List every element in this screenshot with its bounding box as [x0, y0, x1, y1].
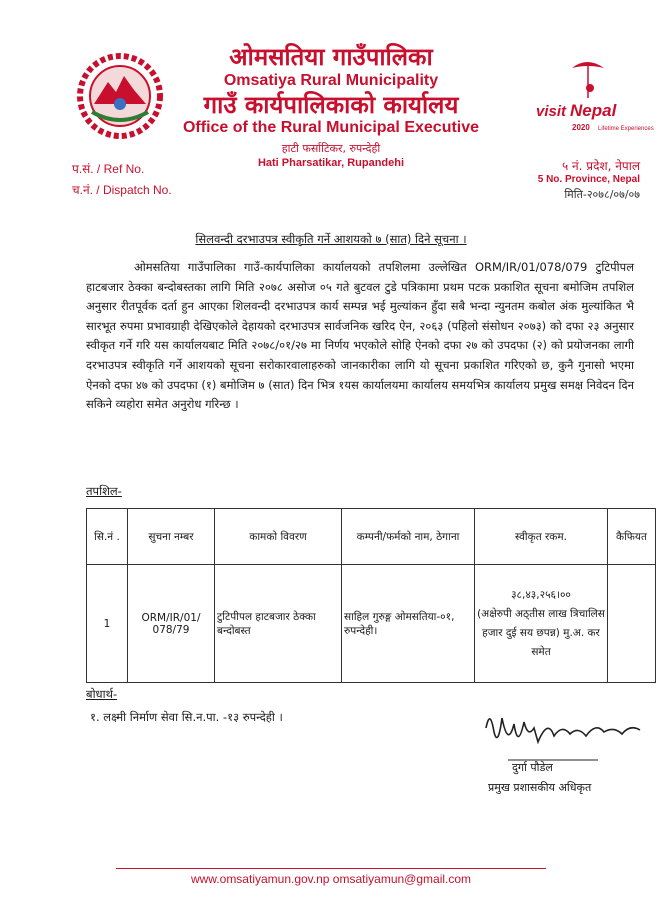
footer-divider — [116, 868, 546, 869]
notice-body: ओमसतिया गाउँपालिका गाउँ-कार्यपालिका कार्यालयको तपशिलमा उल्लेखित ORM/IR/01/078/079 टुटिपीपल हाटबजार ठेक्का बन्दोबस्तका लागि मिति २०७८ असोज ०५ गते बुटवल टुडे पत्रिकामा प्रथम पटक प्रकाशित सूचना बमोजिम तपशिल अनुसार रीतपूर्वक दर्ता हुन आएका शिलवन्दी दरभाउपत्र कार्य सम्पन्न भई मुल्यांकन हुँदा सबै भन्दा न्युनतम कबोल अंक मुल्यांकित भै सारभूत रुपमा प्रभावग्राही देखिएकोले देहायको दरभाउपत्र सार्वजनिक खरिद ऐन, २०६३ (पहिलो संसोधन २०७३) को दफा २३ अनुसार स्वीकृत गर्ने गरि यस कार्यालयबाट मिति २०७८/०१/२७ मा निर्णय भएकोले सोहि ऐनको दफा २७ को उपदफा (२) को प्रयोजनका लागी दरभाउपत्र स्वीकृति गर्ने आशयको सूचना सरोकारवालाहरुको जानकारीका लागि यो सूचना प्रकाशित गरिएको छ, कुनै गुनासो भएमा ऐनको दफा ४७ को उपदफा (१) बमोजिम ७ (सात) दिन भित्र १यस कार्यालयमा कार्यालय समयभित्र कार्यालय प्रमुख समक्ष निवेदन दिन सकिने व्यहोरा समेत अनुरोध गरिन्छ । — [86, 260, 634, 412]
cell-work-description: टुटिपीपल हाटबजार ठेक्का बन्दोबस्त — [215, 565, 342, 683]
header-notice-number: सुचना नम्बर — [128, 509, 215, 565]
cc-label: बोधार्थ- — [86, 687, 118, 701]
table-row — [87, 565, 656, 683]
province-en: 5 No. Province, Nepal — [537, 174, 640, 185]
footer-contact: www.omsatiyamun.gov.np omsatiyamun@gmail.com — [190, 872, 472, 886]
signatory-name: दुर्गा पौडेल — [512, 761, 553, 774]
cell-remarks — [608, 565, 656, 683]
cell-approved-amount — [475, 565, 608, 683]
header-serial: सि.नं . — [87, 509, 128, 565]
office-name-en: Office of the Rural Municipal Executive — [182, 119, 480, 136]
province-np: ५ नं. प्रदेश, नेपाल — [561, 159, 640, 173]
address-np: हाटी फर्साटिकर, रुपन्देही — [281, 142, 381, 155]
subject-text: सिलवन्दी दरभाउपत्र स्वीकृति गर्ने आशयको ७ (सात) दिने सूचना । — [195, 232, 467, 246]
header-company: कम्पनी/फर्मको नाम, ठेगाना — [342, 509, 475, 565]
signature-icon — [478, 698, 658, 762]
details-label: तपशिल- — [86, 484, 122, 498]
details-table — [86, 508, 656, 683]
subject-line — [0, 232, 662, 247]
address-en: Hati Pharsatikar, Rupandehi — [257, 157, 405, 169]
svg-text:visit: visit — [536, 103, 567, 120]
header-work-description: कामको विवरण — [215, 509, 342, 565]
svg-text:Nepal: Nepal — [570, 101, 617, 120]
ref-number: प.सं. / Ref No. — [72, 162, 145, 176]
office-name-np: गाउँ कार्यपालिकाको कार्यालय — [203, 91, 459, 119]
municipality-name-np: ओमसतिया गाउँपालिका — [229, 43, 433, 71]
svg-text:Lifetime Experiences: Lifetime Experiences — [598, 126, 654, 132]
cell-notice-number: ORM/IR/01/ 078/79 — [128, 565, 215, 683]
amount-in-words: (अक्षेरुपी अठ्तीस लाख त्रिचालिस हजार दुई सय छपन्न) मु.अ. कर समेत — [477, 607, 605, 658]
signatory-designation: प्रमुख प्रशासकीय अधिकृत — [488, 781, 592, 794]
cell-serial: 1 — [87, 565, 128, 683]
municipality-name-en: Omsatiya Rural Municipality — [223, 72, 439, 89]
cell-company: साहिल गुरुङ्ग ओमसतिया-०१, रुपन्देही। — [342, 565, 475, 683]
letter-date: मिति-२०७८/०७/०७ — [564, 188, 640, 201]
dispatch-number: च.नं. / Dispatch No. — [72, 183, 172, 197]
header-approved-amount: स्वीकृत रकम. — [475, 509, 608, 565]
svg-text:2020: 2020 — [572, 123, 590, 132]
header-remarks: कैफियत — [608, 509, 656, 565]
cc-item: १. लक्ष्मी निर्माण सेवा सि.न.पा. -१३ रुपन्देही । — [90, 710, 283, 724]
amount-figure: ३८,४३,२५६।०० — [511, 588, 571, 601]
